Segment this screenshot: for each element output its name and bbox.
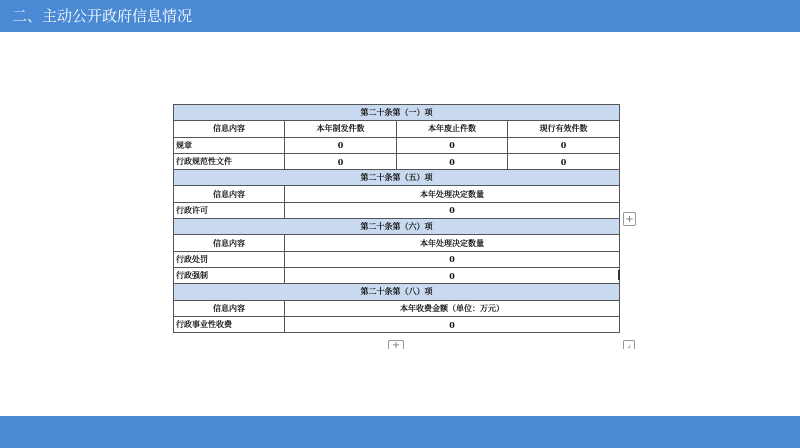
section-header: [0, 0, 800, 32]
cell-value: 0: [285, 251, 620, 267]
section-row: [174, 219, 620, 235]
table-row: [174, 202, 620, 218]
row-label: 行政许可: [174, 202, 285, 218]
table-row: [174, 251, 620, 267]
section-row: [174, 284, 620, 300]
table-row: [174, 316, 620, 332]
disclosure-table: [173, 104, 620, 333]
row-label: 行政处罚: [174, 251, 285, 267]
footer-bar: [0, 416, 800, 448]
cell-value: 0: [508, 153, 620, 169]
section-heading: 第二十条第（五）项: [174, 170, 620, 186]
cell-value: 0: [285, 137, 397, 153]
section-row: [174, 170, 620, 186]
cell-value: 0: [285, 202, 620, 218]
cell-value: 0: [285, 267, 620, 283]
section-heading: 第二十条第（八）项: [174, 284, 620, 300]
column-header: 信息内容: [174, 235, 285, 251]
cell-value: 0: [285, 153, 397, 169]
cell-value: 0: [508, 137, 620, 153]
column-header-row: [174, 186, 620, 202]
table-row: [174, 137, 620, 153]
section-heading: 第二十条第（一）项: [174, 105, 620, 121]
column-header: 本年收费金额（单位：万元）: [285, 300, 620, 316]
section-title: 二、主动公开政府信息情况: [12, 7, 193, 25]
column-header-row: [174, 235, 620, 251]
column-header-row: [174, 121, 620, 137]
column-resize-handle[interactable]: [618, 270, 620, 280]
table-row: [174, 153, 620, 169]
table-row: [174, 267, 620, 283]
row-label: 行政事业性收费: [174, 316, 285, 332]
row-label: 规章: [174, 137, 285, 153]
column-header: 本年处理决定数量: [285, 186, 620, 202]
row-label: 行政强制: [174, 267, 285, 283]
cell-value: 0: [397, 137, 508, 153]
section-heading: 第二十条第（六）项: [174, 219, 620, 235]
cell-value: 0: [397, 153, 508, 169]
column-header: 信息内容: [174, 300, 285, 316]
column-header: 本年制发件数: [285, 121, 397, 137]
plus-icon: +: [625, 214, 634, 225]
column-header: 信息内容: [174, 186, 285, 202]
resize-table-button[interactable]: [623, 340, 635, 349]
column-header: 信息内容: [174, 121, 285, 137]
add-row-button[interactable]: [388, 340, 404, 349]
section-row: [174, 105, 620, 121]
row-label: 行政规范性文件: [174, 153, 285, 169]
plus-icon: +: [391, 340, 401, 351]
resize-icon: ⌟: [627, 340, 631, 349]
column-header: 本年废止件数: [397, 121, 508, 137]
column-header: 本年处理决定数量: [285, 235, 620, 251]
column-header: 现行有效件数: [508, 121, 620, 137]
cell-value: 0: [285, 316, 620, 332]
add-column-button[interactable]: [623, 212, 636, 226]
column-header-row: [174, 300, 620, 316]
